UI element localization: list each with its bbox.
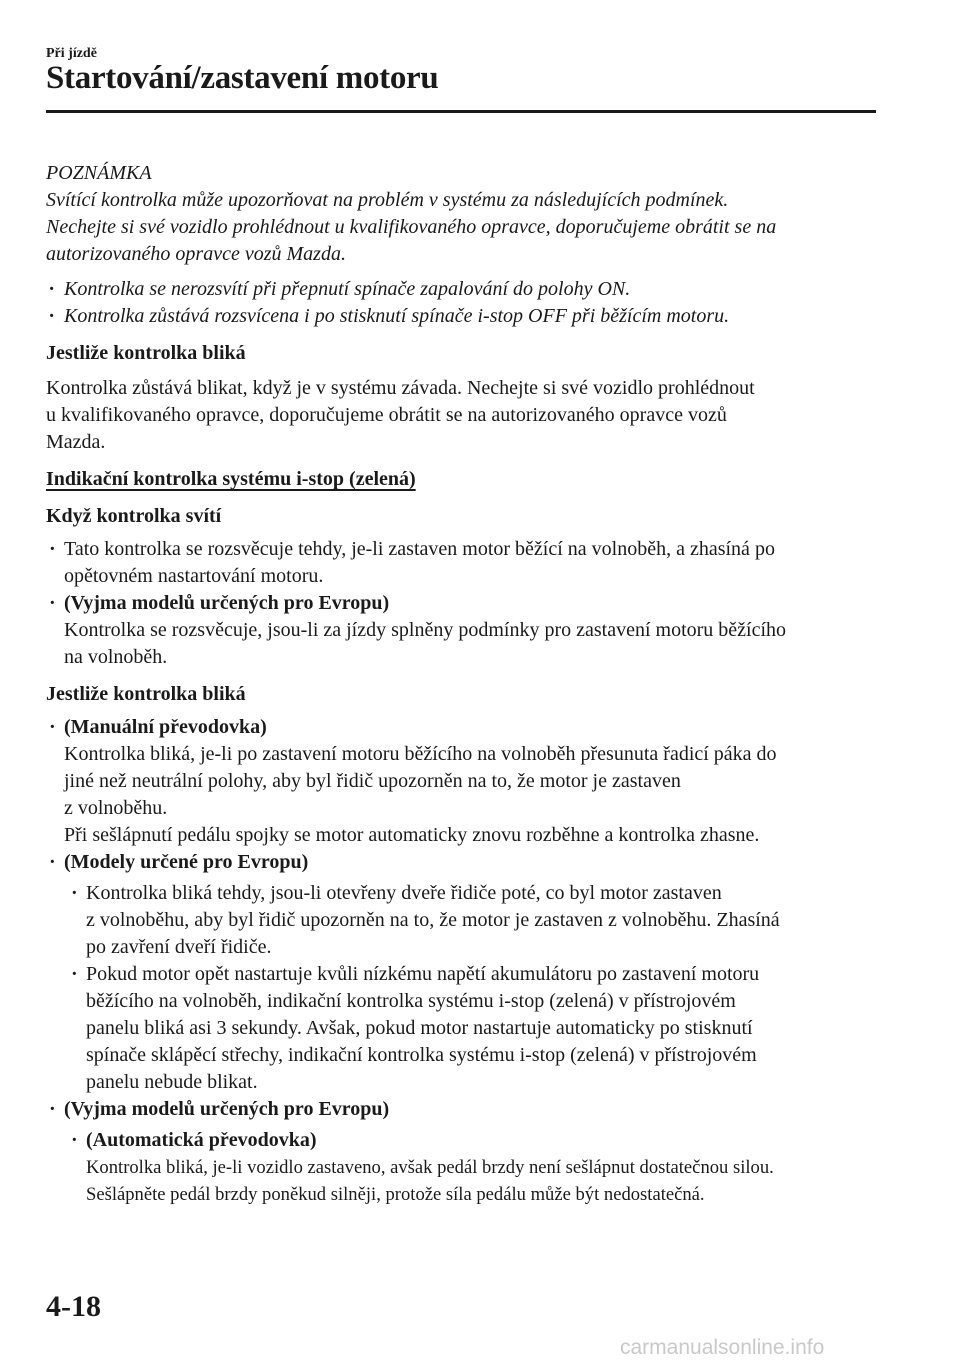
page-title: Startování/zastavení motoru <box>46 60 439 96</box>
bullet-line: Sešlápněte pedál brzdy poněkud silněji, protože síla pedálu může být nedostatečná. <box>86 1184 705 1205</box>
bullet-line: z volnoběhu, aby byl řidič upozorněn na to, že motor je zastaven z volnoběhu. Zhasíná <box>86 909 780 931</box>
title-divider <box>46 110 876 113</box>
sub-bullet-item <box>68 880 886 961</box>
bullet-title: · (Vyjma modelů určených pro Evropu) <box>64 1098 390 1120</box>
section-label: Při jízdě <box>46 46 97 61</box>
bullet-line: opětovném nastartování motoru. <box>64 565 324 587</box>
bullet-item <box>46 536 886 590</box>
bullet-line: panelu bliká asi 3 sekundy. Avšak, pokud motor nastartuje automaticky po stisknutí <box>86 1017 753 1039</box>
bullet-title: · (Automatická převodovka) <box>86 1129 317 1151</box>
bullet-line: běžícího na volnoběh, indikační kontrolka systému i-stop (zelená) v přístrojovém <box>86 990 736 1012</box>
bullet-line: Kontrolka bliká, je-li po zastavení motoru běžícího na volnoběh přesunuta řadicí páka do <box>64 743 777 765</box>
bullet-item <box>46 849 886 876</box>
bullet-item <box>46 1096 886 1123</box>
bullet-line: · Tato kontrolka se rozsvěcuje tehdy, je-li zastaven motor běžící na volnoběh, a zhasíná po <box>64 538 775 560</box>
note-line: Nechejte si své vozidlo prohlédnout u kvalifikovaného opravce, doporučujeme obrátit se na <box>46 216 777 238</box>
bullet-title: · (Modely určené pro Evropu) <box>64 851 309 873</box>
bullet-item <box>46 590 886 671</box>
subsection-heading: Jestliže kontrolka bliká <box>46 683 246 705</box>
page-number: 4-18 <box>46 1290 101 1323</box>
sub-bullet-item <box>68 961 886 1096</box>
note-line: autorizovaného opravce vozů Mazda. <box>46 243 346 265</box>
bullet-item <box>46 714 886 849</box>
section-heading: Jestliže kontrolka bliká <box>46 342 246 364</box>
note-bullet: · Kontrolka se nerozsvítí při přepnutí spínače zapalování do polohy ON. <box>46 276 886 303</box>
istop-heading: Indikační kontrolka systému i-stop (zelená) <box>46 468 416 490</box>
bullet-line: panelu nebude blikat. <box>86 1071 258 1093</box>
page-content <box>46 160 886 1208</box>
note-bullet-list <box>46 276 886 330</box>
note-bullet: · Kontrolka zůstává rozsvícena i po stisknutí spínače i-stop OFF při běžícím motoru. <box>46 303 886 330</box>
bullet-line: · Kontrolka bliká tehdy, jsou-li otevřeny dveře řidiče poté, co byl motor zastaven <box>86 882 722 904</box>
sub-bullet-item <box>68 1127 886 1208</box>
paragraph-line: Kontrolka zůstává blikat, když je v systému závada. Nechejte si své vozidlo prohlédnout <box>46 377 755 399</box>
paragraph-line: Mazda. <box>46 431 106 453</box>
subsection-heading: Když kontrolka svítí <box>46 505 222 527</box>
bullet-line: jiné než neutrální polohy, aby byl řidič upozorněn na to, že motor je zastaven <box>64 770 681 792</box>
bullet-title: · (Vyjma modelů určených pro Evropu) <box>64 592 390 614</box>
bullet-line: Kontrolka bliká, je-li vozidlo zastaveno, avšak pedál brzdy není sešlápnut dostatečnou silou. <box>86 1157 774 1178</box>
bullet-line: Kontrolka se rozsvěcuje, jsou-li za jízdy splněny podmínky pro zastavení motoru běžícího <box>64 619 787 641</box>
paragraph-line: u kvalifikovaného opravce, doporučujeme obrátit se na autorizovaného opravce vozů <box>46 404 727 426</box>
note-label: POZNÁMKA <box>46 162 152 184</box>
watermark: carmanualsonline.info <box>620 1336 825 1359</box>
paragraph <box>46 375 886 456</box>
bullet-line: po zavření dveří řidiče. <box>86 936 272 958</box>
bullet-line: Při sešlápnutí pedálu spojky se motor automaticky znovu rozběhne a kontrolka zhasne. <box>64 824 760 846</box>
note-line: Svítící kontrolka může upozorňovat na problém v systému za následujících podmínek. <box>46 189 729 211</box>
note-block <box>46 160 886 330</box>
bullet-line: na volnoběh. <box>64 646 168 668</box>
bullet-line: · Pokud motor opět nastartuje kvůli nízkému napětí akumulátoru po zastavení motoru <box>86 963 760 985</box>
bullet-line: z volnoběhu. <box>64 797 168 819</box>
bullet-line: spínače sklápěcí střechy, indikační kontrolka systému i-stop (zelená) v přístrojovém <box>86 1044 757 1066</box>
bullet-title: · (Manuální převodovka) <box>64 716 267 738</box>
